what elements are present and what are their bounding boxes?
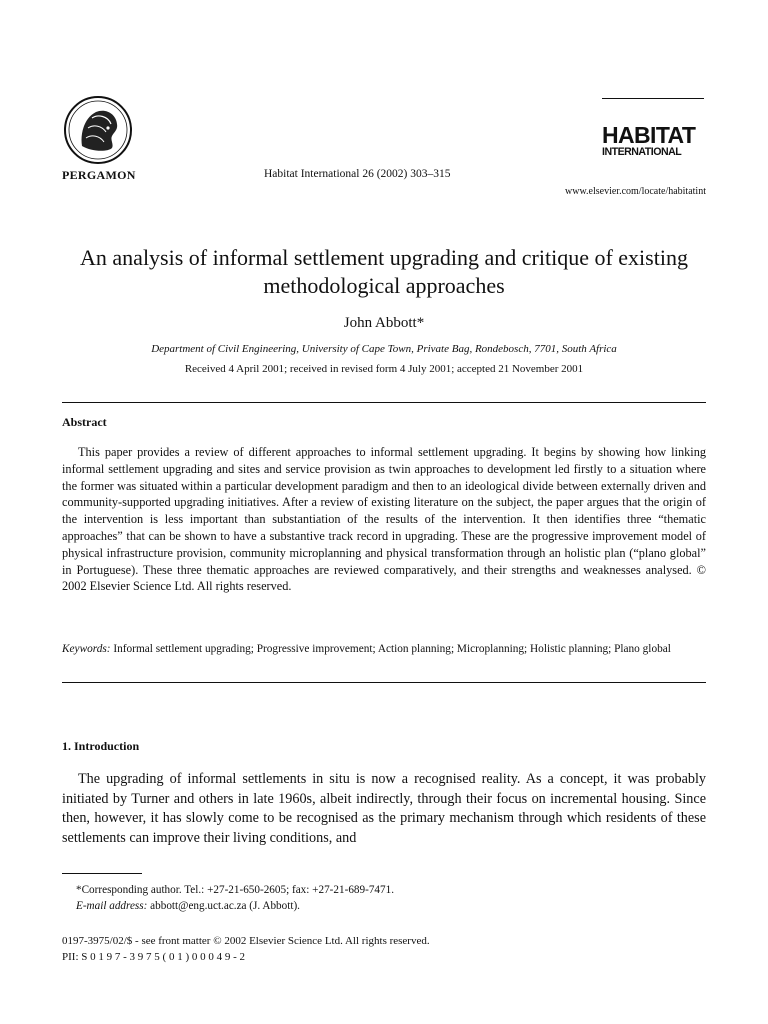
- journal-url[interactable]: www.elsevier.com/locate/habitatint: [565, 186, 706, 197]
- publisher-name: PERGAMON: [62, 168, 136, 182]
- copyright-line: 0197-3975/02/$ - see front matter © 2002 Elsevier Science Ltd. All rights reserved.: [62, 935, 430, 947]
- pii-line: PII: S 0 1 9 7 - 3 9 7 5 ( 0 1 ) 0 0 0 4 9 - 2: [62, 950, 246, 963]
- abstract-heading: Abstract: [62, 415, 107, 429]
- abstract-bottom-rule: [62, 682, 706, 683]
- abstract-text: This paper provides a review of different approaches to informal settlement upgrading. It begins by showing how linking informal settlement upgrading and sites and service provision as twin approaches to development led firstly to a situation where the former was situated within a particular development paradigm and then to an ideological divide between externally driven and community-supported upgrading initiatives. After a review of existing literature on the subject, the paper argues that the origin of the intervention is less important than substantiation of the results of the intervention. It then identifies three “thematic approaches” that can be shown to have a substantive track record in upgrading. These are the progressive improvement model of physical infrastructure provision, community microplanning and physical transformation through an holistic plan (“plano global” in Portuguese). These three thematic approaches are reviewed comparatively, and their strengths and weaknesses analysed. © 2002 Elsevier Science Ltd. All rights reserved.: [62, 445, 706, 594]
- received-dates: Received 4 April 2001; received in revised form 4 July 2001; accepted 21 November 2001: [184, 363, 584, 375]
- author-name: John Abbott*: [343, 315, 425, 331]
- keywords-list: Informal settlement upgrading; Progressive improvement; Action planning; Microplanning; Holistic planning; Plano global: [113, 643, 671, 655]
- footnote-email[interactable]: abbott@eng.uct.ac.za (J. Abbott).: [150, 900, 300, 912]
- journal-logo-rule: [602, 98, 704, 99]
- footnote-email-label: E-mail address:: [76, 900, 148, 912]
- keywords: [62, 641, 706, 657]
- publisher-logo-icon: [62, 94, 134, 166]
- keywords-label: Keywords:: [62, 643, 111, 655]
- footnote-corresponding: *Corresponding author. Tel.: +27-21-650-2605; fax: +27-21-689-7471.: [76, 884, 394, 896]
- footnote-rule: [62, 873, 142, 874]
- journal-logo-bottom: INTERNATIONAL: [602, 146, 682, 158]
- journal-citation: Habitat International 26 (2002) 303–315: [264, 168, 451, 180]
- footnote: [76, 882, 394, 914]
- introduction-paragraph: The upgrading of informal settlements in situ is now a recognised reality. As a concept, it was probably initiated by Turner and others in late 1960s, albeit indirectly, through their focus on incremental housing. Since then, however, it has slowly come to be recognised as the primary mechanism through which residents of these settlements can improve their living conditions, and: [62, 771, 706, 846]
- journal-logo-top: HABITAT: [602, 122, 696, 148]
- front-matter: [62, 934, 430, 965]
- journal-logo: [602, 124, 706, 158]
- abstract-top-rule: [62, 402, 706, 403]
- author-affiliation: Department of Civil Engineering, University of Cape Town, Private Bag, Rondebosch, 7701, South Africa: [151, 343, 617, 355]
- paper-title: An analysis of informal settlement upgrading and critique of existing methodological approaches: [80, 245, 688, 298]
- footnote-email-line: [76, 898, 394, 914]
- section-heading-introduction: 1. Introduction: [62, 739, 140, 753]
